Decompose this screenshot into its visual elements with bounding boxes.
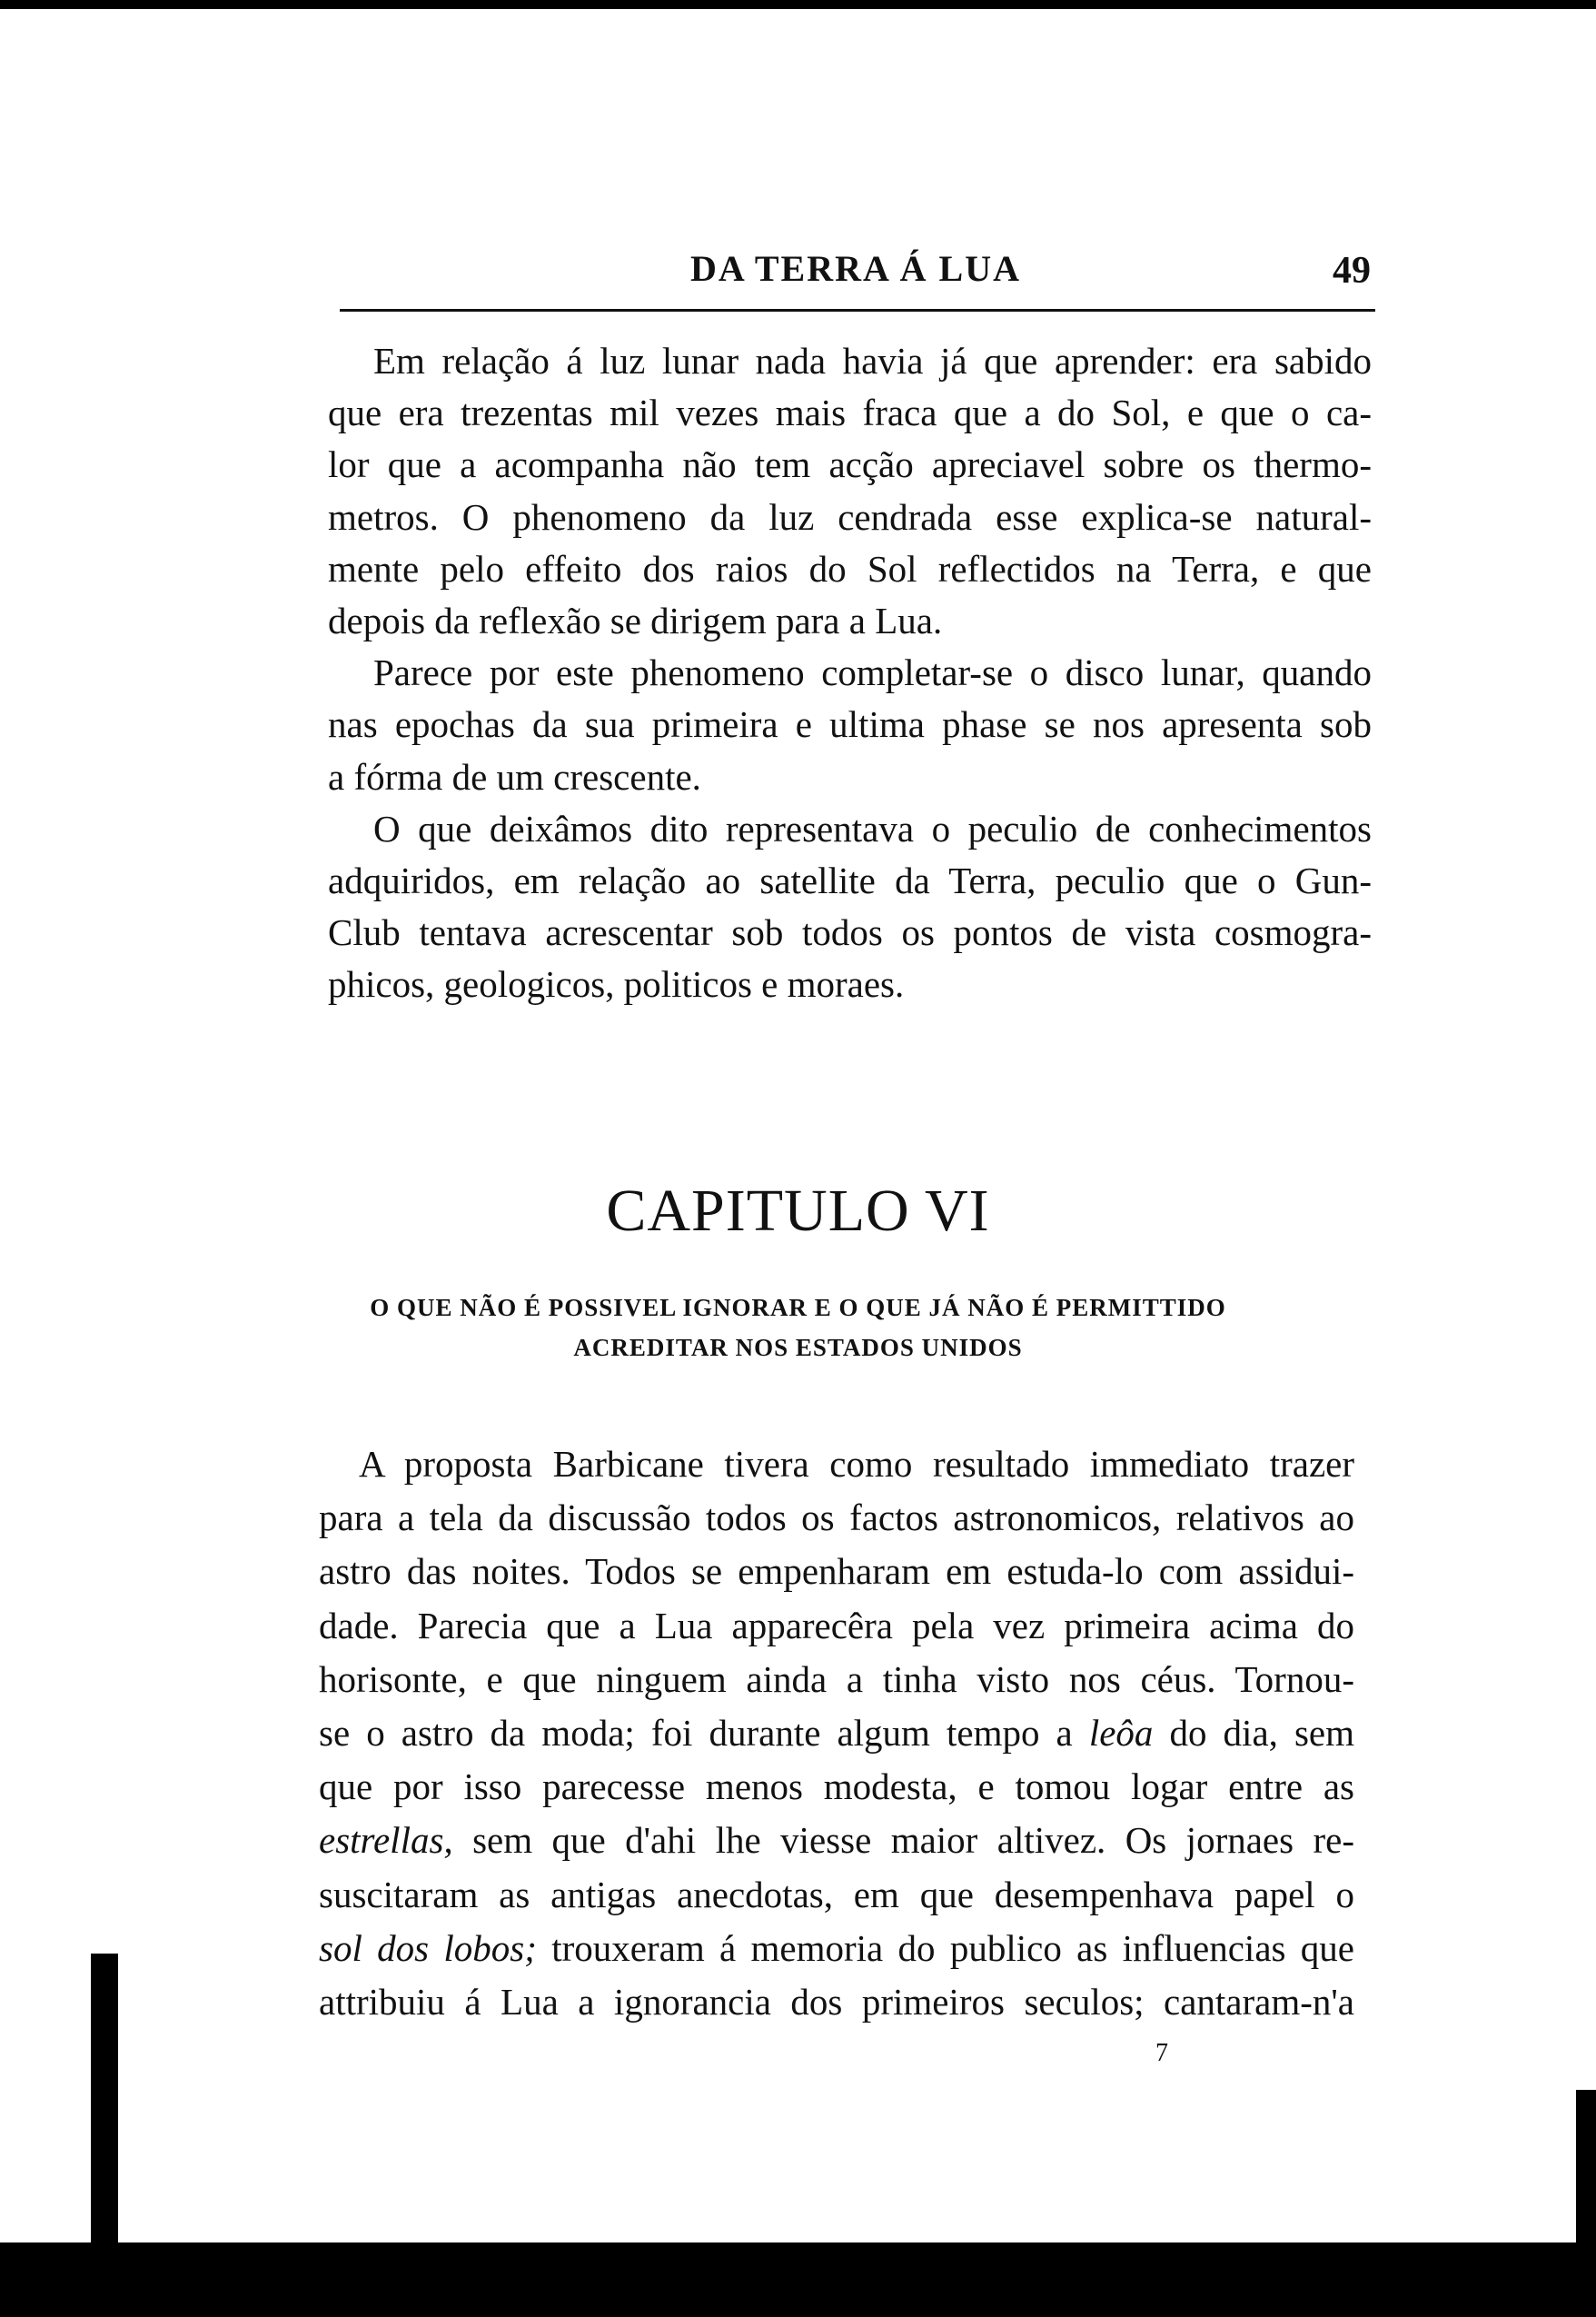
text-line	[319, 1764, 1354, 1809]
chapter-title: CAPITULO VI	[606, 1178, 990, 1244]
text-run: dade. Parecia que a Lua apparecêra pela vez primeira acima do	[319, 1604, 1354, 1646]
text-run: astro das noites. Todos se empenharam em estuda-lo com assidui-	[319, 1550, 1354, 1593]
text-line	[319, 1979, 1354, 2024]
text-line	[319, 1925, 1354, 1971]
text-line: Club tentava acrescentar sob todos os pontos de vista cosmogra-	[328, 911, 1372, 954]
scan-edge-left	[91, 1954, 118, 2244]
text-run: para a tela da discussão todos os factos astronomicos, relativos ao	[319, 1497, 1354, 1539]
text-run: que por isso parecesse menos modesta, e tomou logar entre as	[319, 1765, 1354, 1808]
text-run: horisonte, e que ninguem ainda a tinha visto nos céus. Tornou-	[319, 1657, 1354, 1700]
page-number: 49	[1333, 250, 1371, 292]
running-title: DA TERRA Á LUA	[690, 248, 1021, 289]
text-line: depois da reflexão se dirigem para a Lua.	[328, 600, 943, 641]
text-line	[319, 1548, 1354, 1594]
text-line: lor que a acompanha não tem acção apreciavel sobre os thermo-	[328, 443, 1372, 486]
text-line: Em relação á luz lunar nada havia já que aprender: era sabido	[373, 340, 1372, 382]
scan-edge-right	[1576, 2090, 1596, 2244]
text-line: adquiridos, em relação ao satellite da Terra, peculio que o Gun-	[328, 860, 1372, 901]
text-run: attribuiu á Lua a ignorancia dos primeiros seculos; cantaram-n'a	[319, 1981, 1354, 2023]
text-line	[319, 1817, 1354, 1863]
header-rule	[340, 309, 1375, 312]
text-line	[319, 1603, 1354, 1648]
text-line: Parece por este phenomeno completar-se o disco lunar, quando	[373, 651, 1372, 694]
text-line: phicos, geologicos, politicos e moraes.	[328, 963, 905, 1006]
text-line	[319, 1710, 1354, 1755]
text-run: A proposta Barbicane tivera como resultado immediato trazer	[359, 1443, 1354, 1485]
signature-mark: 7	[1155, 2039, 1168, 2067]
italic-text: sol dos lobos;	[319, 1926, 537, 1969]
text-line: mente pelo effeito dos raios do Sol reflectidos na Terra, e que	[328, 547, 1372, 590]
italic-text: leôa	[1088, 1712, 1154, 1754]
text-run: do dia, sem	[1153, 1712, 1354, 1754]
text-line: metros. O phenomeno da luz cendrada esse explica-se natural-	[328, 495, 1372, 538]
text-run: sem que d'ahi lhe viesse maior altivez. Os jornaes re-	[452, 1819, 1354, 1862]
text-line: nas epochas da sua primeira e ultima phase se nos apresenta sob	[328, 703, 1372, 746]
italic-text: estrellas,	[319, 1819, 453, 1862]
scan-border-top	[0, 0, 1596, 9]
text-run: trouxeram á memoria do publico as influencias que	[536, 1926, 1354, 1969]
text-line	[359, 1441, 1354, 1487]
text-run: se o astro da moda; foi durante algum tempo a	[319, 1712, 1089, 1754]
chapter-subtitle-line: O QUE NÃO É POSSIVEL IGNORAR E O QUE JÁ NÃO É PERMITTIDO	[370, 1294, 1226, 1321]
text-line	[319, 1495, 1354, 1540]
text-run: suscitaram as antigas anecdotas, em que desempenhava papel o	[319, 1873, 1354, 1915]
text-line	[319, 1656, 1354, 1702]
text-line: O que deixâmos dito representava o peculio de conhecimentos	[373, 807, 1372, 850]
text-line	[319, 1872, 1354, 1917]
scan-border-bottom	[0, 2242, 1596, 2317]
text-line: a fórma de um crescente.	[328, 755, 701, 798]
text-line: que era trezentas mil vezes mais fraca que a do Sol, e que o ca-	[328, 392, 1372, 434]
chapter-subtitle-line: ACREDITAR NOS ESTADOS UNIDOS	[573, 1334, 1023, 1361]
